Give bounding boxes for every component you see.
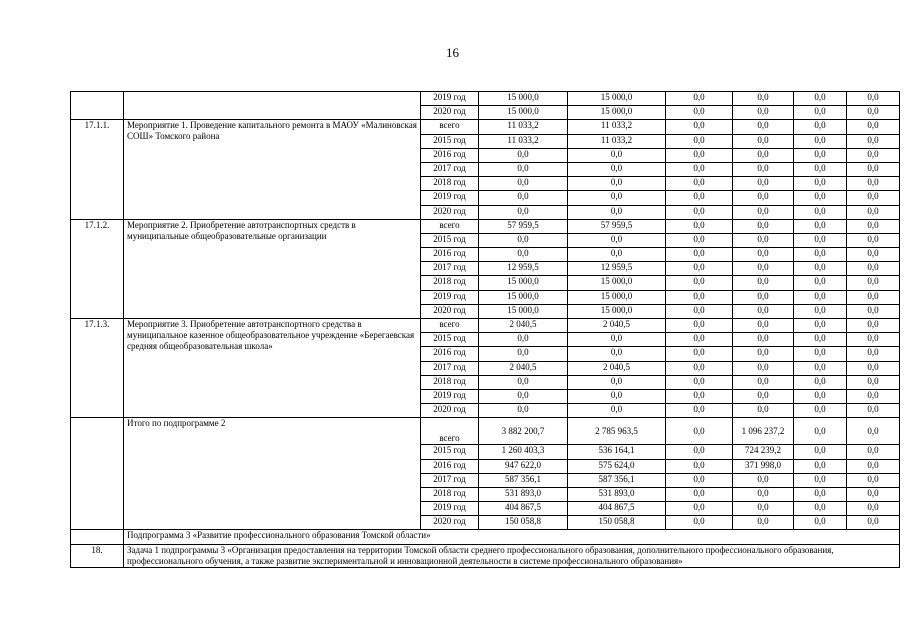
local-cell: 0,0 [733, 375, 794, 389]
year-cell: 2015 год [421, 134, 479, 148]
local-cell: 0,0 [733, 134, 794, 148]
total-cell: 0,0 [479, 148, 568, 162]
other-cell: 0,0 [847, 92, 900, 106]
other-cell: 0,0 [847, 134, 900, 148]
extra-cell: 0,0 [794, 92, 847, 106]
extra-cell: 0,0 [794, 233, 847, 247]
federal-cell: 0,0 [666, 319, 733, 333]
local-cell: 371 998,0 [733, 459, 794, 473]
extra-cell: 0,0 [794, 389, 847, 403]
federal-cell: 0,0 [666, 418, 733, 445]
extra-cell: 0,0 [794, 418, 847, 445]
regional-cell: 15 000,0 [568, 304, 666, 318]
local-cell: 0,0 [733, 516, 794, 530]
task-18-row [71, 544, 900, 567]
federal-cell: 0,0 [666, 177, 733, 191]
total-cell: 3 882 200,7 [479, 418, 568, 445]
total-cell: 587 356,1 [479, 473, 568, 487]
budget-table [70, 91, 900, 568]
federal-cell: 0,0 [666, 219, 733, 233]
year-cell: 2018 год [421, 177, 479, 191]
other-cell: 0,0 [847, 162, 900, 176]
local-cell: 0,0 [733, 262, 794, 276]
local-cell: 0,0 [733, 205, 794, 219]
federal-cell: 0,0 [666, 290, 733, 304]
federal-cell: 0,0 [666, 516, 733, 530]
regional-cell: 11 033,2 [568, 134, 666, 148]
local-cell: 0,0 [733, 219, 794, 233]
local-cell: 0,0 [733, 191, 794, 205]
other-cell: 0,0 [847, 106, 900, 120]
local-cell: 0,0 [733, 276, 794, 290]
regional-cell: 150 058,8 [568, 516, 666, 530]
extra-cell: 0,0 [794, 262, 847, 276]
other-cell: 0,0 [847, 445, 900, 459]
activity-name-cell [124, 92, 421, 120]
regional-cell: 0,0 [568, 205, 666, 219]
federal-cell: 0,0 [666, 276, 733, 290]
federal-cell: 0,0 [666, 389, 733, 403]
year-cell: всего [421, 219, 479, 233]
extra-cell: 0,0 [794, 106, 847, 120]
extra-cell: 0,0 [794, 162, 847, 176]
year-cell: 2019 год [421, 389, 479, 403]
row-number-cell [71, 530, 124, 544]
local-cell: 0,0 [733, 120, 794, 134]
total-cell: 0,0 [479, 233, 568, 247]
regional-cell: 0,0 [568, 191, 666, 205]
regional-cell: 57 959,5 [568, 219, 666, 233]
federal-cell: 0,0 [666, 347, 733, 361]
total-cell: 0,0 [479, 162, 568, 176]
federal-cell: 0,0 [666, 502, 733, 516]
total-cell: 0,0 [479, 389, 568, 403]
other-cell: 0,0 [847, 191, 900, 205]
regional-cell: 0,0 [568, 162, 666, 176]
federal-cell: 0,0 [666, 248, 733, 262]
year-cell: 2017 год [421, 162, 479, 176]
year-cell: 2016 год [421, 347, 479, 361]
federal-cell: 0,0 [666, 148, 733, 162]
total-cell: 15 000,0 [479, 276, 568, 290]
federal-cell: 0,0 [666, 191, 733, 205]
other-cell: 0,0 [847, 473, 900, 487]
row-number-cell: 17.1.2. [71, 219, 124, 318]
regional-cell: 536 164,1 [568, 445, 666, 459]
year-cell: 2015 год [421, 333, 479, 347]
activity-name-cell: Мероприятие 2. Приобретение автотранспортных средств в муниципальные общеобразовательные организации [124, 219, 421, 318]
total-cell: 0,0 [479, 375, 568, 389]
local-cell: 0,0 [733, 290, 794, 304]
row-number-cell [71, 418, 124, 530]
regional-cell: 404 867,5 [568, 502, 666, 516]
subprogram-3-row [71, 530, 900, 544]
regional-cell: 587 356,1 [568, 473, 666, 487]
other-cell: 0,0 [847, 502, 900, 516]
total-cell: 11 033,2 [479, 120, 568, 134]
total-cell: 404 867,5 [479, 502, 568, 516]
total-cell: 1 260 403,3 [479, 445, 568, 459]
other-cell: 0,0 [847, 290, 900, 304]
federal-cell: 0,0 [666, 404, 733, 418]
federal-cell: 0,0 [666, 333, 733, 347]
extra-cell: 0,0 [794, 361, 847, 375]
extra-cell: 0,0 [794, 148, 847, 162]
extra-cell: 0,0 [794, 459, 847, 473]
total-cell: 2 040,5 [479, 361, 568, 375]
other-cell: 0,0 [847, 177, 900, 191]
row-number-cell [71, 92, 124, 120]
other-cell: 0,0 [847, 347, 900, 361]
extra-cell: 0,0 [794, 276, 847, 290]
local-cell: 0,0 [733, 106, 794, 120]
other-cell: 0,0 [847, 276, 900, 290]
regional-cell: 15 000,0 [568, 290, 666, 304]
federal-cell: 0,0 [666, 361, 733, 375]
total-cell: 0,0 [479, 404, 568, 418]
page-number: 16 [446, 45, 459, 60]
table-row [71, 92, 900, 106]
regional-cell: 12 959,5 [568, 262, 666, 276]
regional-cell: 2 040,5 [568, 361, 666, 375]
regional-cell: 0,0 [568, 347, 666, 361]
task-number: 18. [71, 544, 124, 567]
local-cell: 0,0 [733, 361, 794, 375]
year-cell: 2017 год [421, 262, 479, 276]
other-cell: 0,0 [847, 404, 900, 418]
local-cell: 0,0 [733, 177, 794, 191]
regional-cell: 15 000,0 [568, 92, 666, 106]
total-cell: 2 040,5 [479, 319, 568, 333]
year-cell: 2020 год [421, 404, 479, 418]
year-cell: 2016 год [421, 148, 479, 162]
row-number-cell: 17.1.1. [71, 120, 124, 219]
local-cell: 0,0 [733, 304, 794, 318]
regional-cell: 11 033,2 [568, 120, 666, 134]
other-cell: 0,0 [847, 389, 900, 403]
other-cell: 0,0 [847, 219, 900, 233]
table-row [71, 219, 900, 233]
year-cell: 2019 год [421, 290, 479, 304]
federal-cell: 0,0 [666, 120, 733, 134]
extra-cell: 0,0 [794, 487, 847, 501]
year-cell: 2017 год [421, 361, 479, 375]
activity-name-cell: Мероприятие 3. Приобретение автотранспортного средства в муниципальное казенное общеобразовательное учреждение «Берегаевская средняя общеобразовательная школа» [124, 319, 421, 418]
extra-cell: 0,0 [794, 445, 847, 459]
regional-cell: 2 040,5 [568, 319, 666, 333]
regional-cell: 0,0 [568, 177, 666, 191]
table-row [71, 319, 900, 333]
extra-cell: 0,0 [794, 191, 847, 205]
year-cell: 2018 год [421, 276, 479, 290]
year-cell: 2015 год [421, 445, 479, 459]
federal-cell: 0,0 [666, 375, 733, 389]
local-cell: 0,0 [733, 347, 794, 361]
other-cell: 0,0 [847, 120, 900, 134]
table-body [71, 92, 900, 568]
other-cell: 0,0 [847, 148, 900, 162]
year-cell: 2020 год [421, 205, 479, 219]
year-cell: 2018 год [421, 487, 479, 501]
total-cell: 15 000,0 [479, 290, 568, 304]
extra-cell: 0,0 [794, 404, 847, 418]
year-cell: 2019 год [421, 502, 479, 516]
total-cell: 11 033,2 [479, 134, 568, 148]
regional-cell: 0,0 [568, 389, 666, 403]
subprogram-3-title: Подпрограмма 3 «Развитие профессионального образования Томской области» [124, 530, 900, 544]
local-cell: 0,0 [733, 487, 794, 501]
federal-cell: 0,0 [666, 106, 733, 120]
other-cell: 0,0 [847, 361, 900, 375]
total-cell: 531 893,0 [479, 487, 568, 501]
other-cell: 0,0 [847, 304, 900, 318]
regional-cell: 0,0 [568, 233, 666, 247]
year-cell: 2019 год [421, 191, 479, 205]
federal-cell: 0,0 [666, 487, 733, 501]
total-cell: 0,0 [479, 177, 568, 191]
other-cell: 0,0 [847, 333, 900, 347]
other-cell: 0,0 [847, 516, 900, 530]
total-cell: 15 000,0 [479, 106, 568, 120]
other-cell: 0,0 [847, 233, 900, 247]
year-cell: всего [421, 319, 479, 333]
total-cell: 15 000,0 [479, 92, 568, 106]
extra-cell: 0,0 [794, 219, 847, 233]
year-cell: 2020 год [421, 516, 479, 530]
local-cell: 0,0 [733, 233, 794, 247]
extra-cell: 0,0 [794, 120, 847, 134]
total-cell: 947 622,0 [479, 459, 568, 473]
regional-cell: 531 893,0 [568, 487, 666, 501]
total-cell: 0,0 [479, 248, 568, 262]
federal-cell: 0,0 [666, 262, 733, 276]
federal-cell: 0,0 [666, 162, 733, 176]
regional-cell: 575 624,0 [568, 459, 666, 473]
other-cell: 0,0 [847, 205, 900, 219]
extra-cell: 0,0 [794, 134, 847, 148]
local-cell: 0,0 [733, 473, 794, 487]
total-cell: 0,0 [479, 205, 568, 219]
federal-cell: 0,0 [666, 134, 733, 148]
federal-cell: 0,0 [666, 233, 733, 247]
local-cell: 0,0 [733, 502, 794, 516]
total-cell: 150 058,8 [479, 516, 568, 530]
extra-cell: 0,0 [794, 333, 847, 347]
year-cell: 2016 год [421, 459, 479, 473]
other-cell: 0,0 [847, 418, 900, 445]
year-cell: 2016 год [421, 248, 479, 262]
other-cell: 0,0 [847, 319, 900, 333]
local-cell: 0,0 [733, 148, 794, 162]
year-cell: 2020 год [421, 304, 479, 318]
extra-cell: 0,0 [794, 502, 847, 516]
row-number-cell: 17.1.3. [71, 319, 124, 418]
year-cell: 2020 год [421, 106, 479, 120]
other-cell: 0,0 [847, 375, 900, 389]
total-cell: 0,0 [479, 347, 568, 361]
extra-cell: 0,0 [794, 375, 847, 389]
federal-cell: 0,0 [666, 459, 733, 473]
extra-cell: 0,0 [794, 304, 847, 318]
extra-cell: 0,0 [794, 473, 847, 487]
federal-cell: 0,0 [666, 473, 733, 487]
year-cell: 2018 год [421, 375, 479, 389]
total-cell: 0,0 [479, 333, 568, 347]
total-cell: 57 959,5 [479, 219, 568, 233]
other-cell: 0,0 [847, 487, 900, 501]
regional-cell: 15 000,0 [568, 276, 666, 290]
table-row [71, 418, 900, 445]
task-18-text: Задача 1 подпрограммы 3 «Организация предоставления на территории Томской области среднего профессионального образования, дополнительного профессионального образования, профессионального обучения, а также развитие экспериментальной и инновационной деятельности в системе профессионального образования» [124, 544, 900, 567]
total-cell: 12 959,5 [479, 262, 568, 276]
table-row [71, 120, 900, 134]
regional-cell: 2 785 963,5 [568, 418, 666, 445]
regional-cell: 15 000,0 [568, 106, 666, 120]
extra-cell: 0,0 [794, 290, 847, 304]
extra-cell: 0,0 [794, 347, 847, 361]
regional-cell: 0,0 [568, 248, 666, 262]
year-cell: 2015 год [421, 233, 479, 247]
federal-cell: 0,0 [666, 205, 733, 219]
extra-cell: 0,0 [794, 319, 847, 333]
federal-cell: 0,0 [666, 92, 733, 106]
extra-cell: 0,0 [794, 516, 847, 530]
activity-name-cell: Итого по подпрограмме 2 [124, 418, 421, 530]
local-cell: 0,0 [733, 333, 794, 347]
extra-cell: 0,0 [794, 205, 847, 219]
local-cell: 0,0 [733, 319, 794, 333]
activity-name-cell: Мероприятие 1. Проведение капитального ремонта в МАОУ «Малиновская СОШ» Томского района [124, 120, 421, 219]
local-cell: 0,0 [733, 404, 794, 418]
year-cell: всего [421, 418, 479, 445]
other-cell: 0,0 [847, 459, 900, 473]
local-cell: 0,0 [733, 162, 794, 176]
other-cell: 0,0 [847, 262, 900, 276]
regional-cell: 0,0 [568, 148, 666, 162]
regional-cell: 0,0 [568, 333, 666, 347]
total-cell: 15 000,0 [479, 304, 568, 318]
local-cell: 0,0 [733, 389, 794, 403]
local-cell: 0,0 [733, 92, 794, 106]
total-cell: 0,0 [479, 191, 568, 205]
year-cell: всего [421, 120, 479, 134]
extra-cell: 0,0 [794, 177, 847, 191]
regional-cell: 0,0 [568, 404, 666, 418]
other-cell: 0,0 [847, 248, 900, 262]
local-cell: 724 239,2 [733, 445, 794, 459]
federal-cell: 0,0 [666, 304, 733, 318]
local-cell: 0,0 [733, 248, 794, 262]
local-cell: 1 096 237,2 [733, 418, 794, 445]
extra-cell: 0,0 [794, 248, 847, 262]
year-cell: 2017 год [421, 473, 479, 487]
year-cell: 2019 год [421, 92, 479, 106]
federal-cell: 0,0 [666, 445, 733, 459]
regional-cell: 0,0 [568, 375, 666, 389]
